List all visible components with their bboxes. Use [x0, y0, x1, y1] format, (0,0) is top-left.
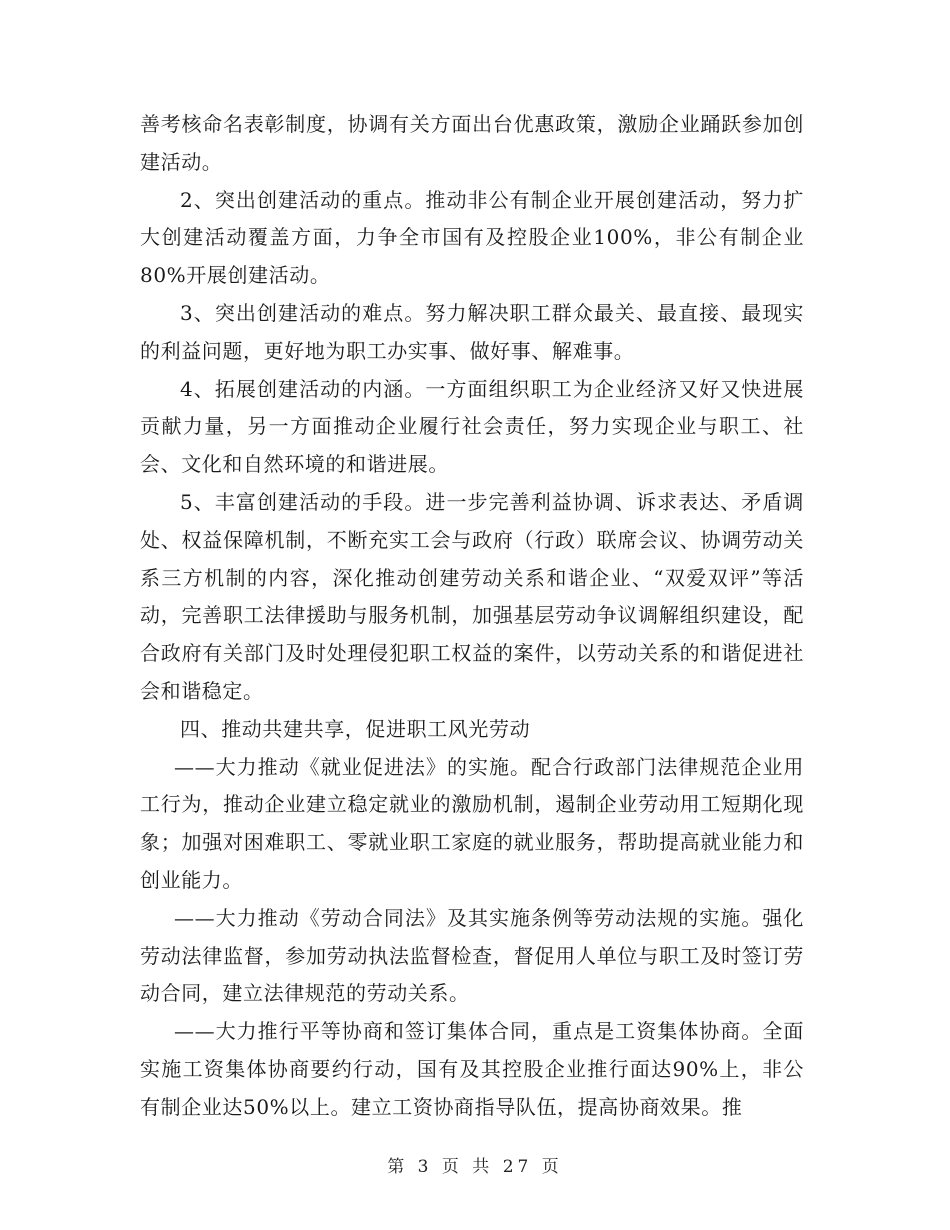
paragraph-item-2: 2、突出创建活动的重点。推动非公有制企业开展创建活动，努力扩大创建活动覆盖方面，力争全市国有及控股企业100%，非公有制企业80%开展创建活动。 [140, 187, 804, 288]
paragraph-item-3: 3、突出创建活动的难点。努力解决职工群众最关、最直接、最现实的利益问题，更好地为职工办实事、做好事、解难事。 [140, 300, 804, 363]
paragraph-labor-contract: ——大力推动《劳动合同法》及其实施条例等劳动法规的实施。强化劳动法律监督，参加劳动执法监督检查，督促用人单位与职工及时签订劳动合同，建立法律规范的劳动关系。 [140, 905, 804, 1006]
paragraph-collective-bargaining: ——大力推行平等协商和签订集体合同，重点是工资集体协商。全面实施工资集体协商要约行动，国有及其控股企业推行面达90%上，非公有制企业达50%以上。建立工资协商指导队伍，提高协商效果。推 [140, 1019, 804, 1119]
paragraph-employment-promotion: ——大力推动《就业促进法》的实施。配合行政部门法律规范企业用工行为，推动企业建立稳定就业的激励机制，遏制企业劳动用工短期化现象；加强对困难职工、零就业职工家庭的就业服务，帮助提高就业能力和创业能力。 [140, 754, 804, 892]
section-heading-4: 四、推动共建共享，促进职工风光劳动 [180, 716, 531, 741]
paragraph-item-5: 5、丰富创建活动的手段。进一步完善利益协调、诉求表达、矛盾调处、权益保障机制，不断充实工会与政府（行政）联席会议、协调劳动关系三方机制的内容，深化推动创建劳动关系和谐企业、“双爱双评”等活动，完善职工法律援助与服务机制，加强基层劳动争议调解组织建设，配合政府有关部门及时处理侵犯职工权益的案件，以劳动关系的和谐促进社会和谐稳定。 [140, 489, 804, 703]
paragraph-item-4: 4、拓展创建活动的内涵。一方面组织职工为企业经济又好又快进展贡献力量，另一方面推动企业履行社会责任，努力实现企业与职工、社会、文化和自然环境的和谐进展。 [140, 376, 804, 477]
paragraph-continuation: 善考核命名表彰制度，协调有关方面出台优惠政策，激励企业踊跃参加创建活动。 [140, 112, 804, 174]
document-body [140, 106, 804, 1127]
page-number-footer: 第 3 页 共 27 页 [387, 1157, 563, 1177]
